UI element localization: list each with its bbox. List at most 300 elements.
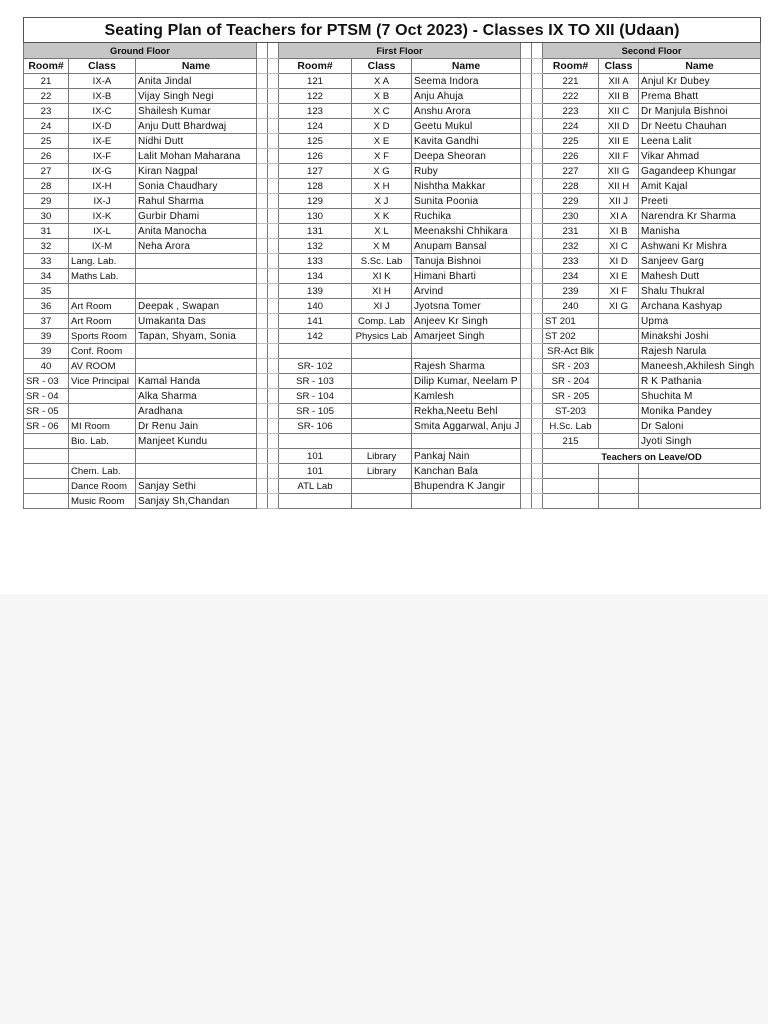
gap-cell: [521, 43, 532, 59]
cell-class: XII D: [599, 119, 639, 134]
cell-name: Ruchika: [412, 209, 521, 224]
cell-room: 24: [24, 119, 69, 134]
seating-plan-table: [23, 17, 761, 509]
cell-name: Neha Arora: [136, 239, 257, 254]
cell-class: [352, 434, 412, 449]
cell-name: Maneesh,Akhilesh Singh: [639, 359, 761, 374]
cell-class: X G: [352, 164, 412, 179]
cell-room: 34: [24, 269, 69, 284]
cell-name: Kamlesh: [412, 389, 521, 404]
gap-cell: [268, 344, 279, 359]
cell-class: [599, 329, 639, 344]
cell-name: Sonia Chaudhary: [136, 179, 257, 194]
gap-cell: [257, 374, 268, 389]
gap-cell: [521, 59, 532, 74]
gap-cell: [268, 209, 279, 224]
header-room: Room#: [543, 59, 599, 74]
cell-room: 140: [279, 299, 352, 314]
cell-room: 134: [279, 269, 352, 284]
cell-name: Anupam Bansal: [412, 239, 521, 254]
gap-cell: [532, 149, 543, 164]
cell-name: [412, 494, 521, 509]
gap-cell: [532, 284, 543, 299]
cell-room: [543, 479, 599, 494]
cell-class: X D: [352, 119, 412, 134]
cell-room: 229: [543, 194, 599, 209]
cell-name: Manjeet Kundu: [136, 434, 257, 449]
leave-heading: Teachers on Leave/OD: [543, 449, 761, 464]
gap-cell: [257, 464, 268, 479]
gap-cell: [257, 74, 268, 89]
gap-cell: [268, 389, 279, 404]
gap-cell: [532, 43, 543, 59]
cell-name: Aradhana: [136, 404, 257, 419]
cell-name: Vijay Singh Negi: [136, 89, 257, 104]
cell-class: X A: [352, 74, 412, 89]
gap-cell: [268, 374, 279, 389]
gap-cell: [257, 254, 268, 269]
gap-cell: [521, 314, 532, 329]
gap-cell: [268, 194, 279, 209]
gap-cell: [521, 344, 532, 359]
gap-cell: [532, 299, 543, 314]
gap-cell: [532, 209, 543, 224]
cell-room: 239: [543, 284, 599, 299]
gap-cell: [268, 494, 279, 509]
gap-cell: [268, 254, 279, 269]
cell-class: IX-B: [69, 89, 136, 104]
cell-class: [599, 494, 639, 509]
cell-class: [599, 359, 639, 374]
table-row: [24, 374, 761, 389]
cell-class: MI Room: [69, 419, 136, 434]
cell-room: 221: [543, 74, 599, 89]
cell-room: 240: [543, 299, 599, 314]
cell-name: Dr Manjula Bishnoi: [639, 104, 761, 119]
cell-class: XI K: [352, 269, 412, 284]
cell-name: Dr Renu Jain: [136, 419, 257, 434]
cell-room: ST-203: [543, 404, 599, 419]
gap-cell: [521, 74, 532, 89]
table-row: [24, 449, 761, 464]
cell-room: SR - 105: [279, 404, 352, 419]
cell-room: [543, 464, 599, 479]
cell-name: Lalit Mohan Maharana: [136, 149, 257, 164]
gap-cell: [257, 479, 268, 494]
cell-room: 227: [543, 164, 599, 179]
table-row: [24, 404, 761, 419]
cell-class: [352, 404, 412, 419]
cell-class: X C: [352, 104, 412, 119]
header-class: Class: [69, 59, 136, 74]
cell-room: [24, 464, 69, 479]
cell-name: [639, 494, 761, 509]
cell-name: Deepa Sheoran: [412, 149, 521, 164]
cell-room: 123: [279, 104, 352, 119]
cell-class: XI A: [599, 209, 639, 224]
cell-room: ATL Lab: [279, 479, 352, 494]
gap-cell: [532, 359, 543, 374]
gap-cell: [521, 479, 532, 494]
gap-cell: [268, 43, 279, 59]
cell-name: [136, 254, 257, 269]
cell-room: 141: [279, 314, 352, 329]
cell-class: X E: [352, 134, 412, 149]
gap-cell: [532, 194, 543, 209]
table-row: [24, 419, 761, 434]
cell-class: IX-D: [69, 119, 136, 134]
cell-class: [69, 389, 136, 404]
cell-name: Geetu Mukul: [412, 119, 521, 134]
gap-cell: [521, 434, 532, 449]
gap-cell: [532, 434, 543, 449]
cell-class: XII F: [599, 149, 639, 164]
gap-cell: [257, 119, 268, 134]
cell-class: [69, 284, 136, 299]
cell-name: [412, 434, 521, 449]
cell-name: Anita Manocha: [136, 224, 257, 239]
cell-class: XII C: [599, 104, 639, 119]
cell-room: 128: [279, 179, 352, 194]
cell-class: [599, 464, 639, 479]
table-row: [24, 239, 761, 254]
cell-room: 228: [543, 179, 599, 194]
cell-name: Rajesh Sharma: [412, 359, 521, 374]
gap-cell: [521, 449, 532, 464]
cell-class: IX-J: [69, 194, 136, 209]
cell-room: 132: [279, 239, 352, 254]
cell-class: XI F: [599, 284, 639, 299]
gap-cell: [521, 209, 532, 224]
cell-name: Sanjay Sethi: [136, 479, 257, 494]
gap-cell: [521, 224, 532, 239]
cell-name: Anita Jindal: [136, 74, 257, 89]
table-row: [24, 434, 761, 449]
cell-name: Shailesh Kumar: [136, 104, 257, 119]
cell-room: ST 202: [543, 329, 599, 344]
gap-cell: [257, 284, 268, 299]
gap-cell: [268, 284, 279, 299]
cell-room: 101: [279, 449, 352, 464]
cell-class: XI B: [599, 224, 639, 239]
cell-class: Sports Room: [69, 329, 136, 344]
cell-name: Leena Lalit: [639, 134, 761, 149]
cell-name: Jyoti Singh: [639, 434, 761, 449]
gap-cell: [521, 104, 532, 119]
cell-room: 37: [24, 314, 69, 329]
cell-name: Kamal Handa: [136, 374, 257, 389]
gap-cell: [268, 464, 279, 479]
table-row: [24, 74, 761, 89]
cell-name: Anju Dutt Bhardwaj: [136, 119, 257, 134]
cell-class: Maths Lab.: [69, 269, 136, 284]
gap-cell: [257, 43, 268, 59]
gap-cell: [521, 239, 532, 254]
cell-class: Library: [352, 449, 412, 464]
cell-name: R K Pathania: [639, 374, 761, 389]
cell-room: 26: [24, 149, 69, 164]
cell-class: X F: [352, 149, 412, 164]
cell-room: SR-Act Blk: [543, 344, 599, 359]
cell-name: Upma: [639, 314, 761, 329]
gap-cell: [268, 419, 279, 434]
cell-class: Conf. Room: [69, 344, 136, 359]
cell-room: 101: [279, 464, 352, 479]
cell-name: Rajesh Narula: [639, 344, 761, 359]
cell-name: Minakshi Joshi: [639, 329, 761, 344]
gap-cell: [257, 224, 268, 239]
cell-name: Alka Sharma: [136, 389, 257, 404]
cell-class: X M: [352, 239, 412, 254]
cell-name: Jyotsna Tomer: [412, 299, 521, 314]
cell-class: XII B: [599, 89, 639, 104]
gap-cell: [521, 404, 532, 419]
cell-room: 32: [24, 239, 69, 254]
table-row: [24, 389, 761, 404]
cell-room: 36: [24, 299, 69, 314]
table-row: [24, 179, 761, 194]
cell-room: 27: [24, 164, 69, 179]
gap-cell: [257, 329, 268, 344]
gap-cell: [257, 269, 268, 284]
cell-name: [136, 269, 257, 284]
cell-class: XII J: [599, 194, 639, 209]
cell-room: [24, 434, 69, 449]
cell-name: Umakanta Das: [136, 314, 257, 329]
cell-class: XI H: [352, 284, 412, 299]
cell-room: SR - 203: [543, 359, 599, 374]
cell-room: 23: [24, 104, 69, 119]
gap-cell: [521, 299, 532, 314]
cell-class: [599, 419, 639, 434]
cell-class: [599, 404, 639, 419]
table-row: [24, 299, 761, 314]
gap-cell: [257, 239, 268, 254]
cell-room: 133: [279, 254, 352, 269]
cell-room: 29: [24, 194, 69, 209]
floor-first: First Floor: [279, 43, 521, 59]
gap-cell: [268, 314, 279, 329]
gap-cell: [532, 329, 543, 344]
cell-class: X H: [352, 179, 412, 194]
cell-name: Anju Ahuja: [412, 89, 521, 104]
gap-cell: [521, 194, 532, 209]
cell-room: 126: [279, 149, 352, 164]
cell-name: Tapan, Shyam, Sonia: [136, 329, 257, 344]
cell-room: SR- 102: [279, 359, 352, 374]
cell-room: 234: [543, 269, 599, 284]
gap-cell: [257, 389, 268, 404]
gap-cell: [268, 104, 279, 119]
gap-cell: [257, 89, 268, 104]
gap-cell: [268, 329, 279, 344]
cell-room: 124: [279, 119, 352, 134]
cell-class: [599, 314, 639, 329]
table-row: [24, 329, 761, 344]
cell-name: Anshu Arora: [412, 104, 521, 119]
gap-cell: [532, 314, 543, 329]
cell-room: 215: [543, 434, 599, 449]
cell-name: [639, 479, 761, 494]
cell-name: Deepak , Swapan: [136, 299, 257, 314]
cell-room: 121: [279, 74, 352, 89]
gap-cell: [268, 149, 279, 164]
cell-class: [352, 479, 412, 494]
header-name: Name: [412, 59, 521, 74]
cell-room: 224: [543, 119, 599, 134]
cell-name: Preeti: [639, 194, 761, 209]
gap-cell: [257, 179, 268, 194]
cell-name: Anjeev Kr Singh: [412, 314, 521, 329]
gap-cell: [532, 449, 543, 464]
cell-name: Sunita Poonia: [412, 194, 521, 209]
cell-room: 127: [279, 164, 352, 179]
cell-room: 25: [24, 134, 69, 149]
cell-room: 230: [543, 209, 599, 224]
gap-cell: [532, 104, 543, 119]
cell-class: Dance Room: [69, 479, 136, 494]
cell-class: XII A: [599, 74, 639, 89]
gap-cell: [257, 359, 268, 374]
cell-room: 30: [24, 209, 69, 224]
cell-name: Prema Bhatt: [639, 89, 761, 104]
table-row: [24, 164, 761, 179]
cell-class: [599, 344, 639, 359]
cell-room: SR - 204: [543, 374, 599, 389]
cell-class: X K: [352, 209, 412, 224]
table-row: [24, 254, 761, 269]
cell-room: [279, 434, 352, 449]
cell-class: [352, 389, 412, 404]
cell-room: 22: [24, 89, 69, 104]
cell-class: IX-L: [69, 224, 136, 239]
cell-room: 139: [279, 284, 352, 299]
cell-class: [599, 434, 639, 449]
gap-cell: [521, 164, 532, 179]
gap-cell: [532, 344, 543, 359]
cell-class: IX-M: [69, 239, 136, 254]
gap-cell: [257, 209, 268, 224]
gap-cell: [257, 434, 268, 449]
gap-cell: [268, 119, 279, 134]
cell-room: SR - 03: [24, 374, 69, 389]
gap-cell: [532, 179, 543, 194]
gap-cell: [532, 164, 543, 179]
table-row: [24, 134, 761, 149]
cell-room: 35: [24, 284, 69, 299]
gap-cell: [532, 134, 543, 149]
cell-name: Nidhi Dutt: [136, 134, 257, 149]
cell-class: [599, 374, 639, 389]
cell-room: 222: [543, 89, 599, 104]
cell-class: Comp. Lab: [352, 314, 412, 329]
gap-cell: [268, 359, 279, 374]
table-row: [24, 194, 761, 209]
gap-cell: [532, 59, 543, 74]
cell-class: IX-G: [69, 164, 136, 179]
cell-class: XII G: [599, 164, 639, 179]
cell-name: Kiran Nagpal: [136, 164, 257, 179]
cell-name: Narendra Kr Sharma: [639, 209, 761, 224]
cell-room: 122: [279, 89, 352, 104]
cell-class: [352, 344, 412, 359]
gap-cell: [521, 179, 532, 194]
cell-room: H.Sc. Lab: [543, 419, 599, 434]
gap-cell: [257, 419, 268, 434]
header-room: Room#: [279, 59, 352, 74]
cell-class: Bio. Lab.: [69, 434, 136, 449]
cell-name: Vikar Ahmad: [639, 149, 761, 164]
cell-room: SR- 106: [279, 419, 352, 434]
cell-room: [24, 449, 69, 464]
cell-class: XI E: [599, 269, 639, 284]
gap-cell: [532, 239, 543, 254]
cell-room: SR - 04: [24, 389, 69, 404]
gap-cell: [268, 404, 279, 419]
floor-ground: Ground Floor: [24, 43, 257, 59]
gap-cell: [532, 389, 543, 404]
cell-class: XI J: [352, 299, 412, 314]
gap-cell: [532, 419, 543, 434]
gap-cell: [532, 269, 543, 284]
gap-cell: [268, 89, 279, 104]
cell-class: Lang. Lab.: [69, 254, 136, 269]
cell-name: Amit Kajal: [639, 179, 761, 194]
cell-room: SR - 05: [24, 404, 69, 419]
cell-class: [69, 404, 136, 419]
cell-room: ST 201: [543, 314, 599, 329]
gap-cell: [521, 359, 532, 374]
cell-name: Mahesh Dutt: [639, 269, 761, 284]
cell-room: 226: [543, 149, 599, 164]
gap-cell: [268, 239, 279, 254]
cell-class: Chem. Lab.: [69, 464, 136, 479]
cell-room: 225: [543, 134, 599, 149]
cell-room: 21: [24, 74, 69, 89]
gap-cell: [532, 404, 543, 419]
table-row: [24, 344, 761, 359]
cell-class: [352, 419, 412, 434]
cell-name: Sanjay Sh,Chandan: [136, 494, 257, 509]
cell-room: 223: [543, 104, 599, 119]
gap-cell: [521, 119, 532, 134]
page-title: Seating Plan of Teachers for PTSM (7 Oct 2023) - Classes IX TO XII (Udaan): [24, 18, 761, 43]
cell-name: Tanuja Bishnoi: [412, 254, 521, 269]
cell-room: 232: [543, 239, 599, 254]
cell-name: Shalu Thukral: [639, 284, 761, 299]
cell-name: Dr Saloni: [639, 419, 761, 434]
cell-class: S.Sc. Lab: [352, 254, 412, 269]
cell-name: Rekha,Neetu Behl: [412, 404, 521, 419]
cell-room: 40: [24, 359, 69, 374]
cell-name: Pankaj Nain: [412, 449, 521, 464]
cell-name: [136, 359, 257, 374]
gap-cell: [257, 404, 268, 419]
cell-room: SR - 104: [279, 389, 352, 404]
cell-name: Kavita Gandhi: [412, 134, 521, 149]
cell-class: X J: [352, 194, 412, 209]
header-class: Class: [599, 59, 639, 74]
cell-class: XII H: [599, 179, 639, 194]
cell-room: 130: [279, 209, 352, 224]
gap-cell: [257, 314, 268, 329]
gap-cell: [521, 329, 532, 344]
cell-room: 233: [543, 254, 599, 269]
cell-name: [639, 464, 761, 479]
cell-class: [352, 359, 412, 374]
cell-class: Vice Principal: [69, 374, 136, 389]
gap-cell: [532, 254, 543, 269]
